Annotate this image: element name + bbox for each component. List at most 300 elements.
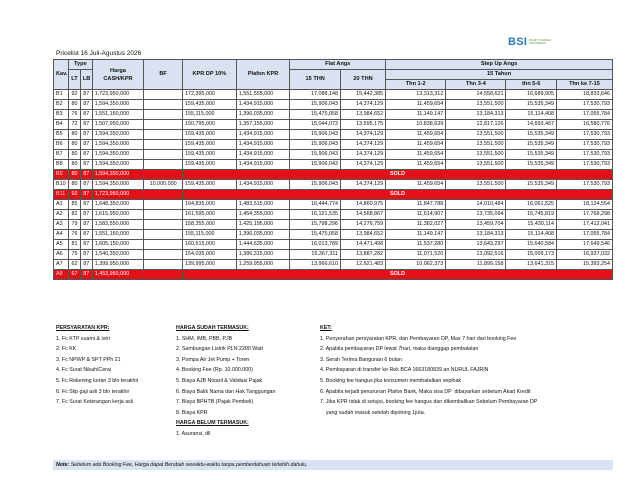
cell-thn-3-4: 13,551,500: [446, 150, 506, 160]
cell-flat-15: 16,013,789: [290, 240, 341, 250]
cell-lb: 87: [80, 210, 92, 220]
persyaratan-kpr: [56, 323, 166, 408]
cell-harga: 1,540,350,000: [92, 250, 144, 260]
cell-lt: 76: [69, 110, 81, 120]
cell-flat-20: 15,442,385: [340, 90, 385, 100]
termasuk-item: 3. Pompa Air Jet Pump + Toren: [176, 356, 250, 363]
cell-lb: 87: [80, 140, 92, 150]
cell-harga: 1,605,150,000: [92, 240, 144, 250]
logo-text: BSI: [508, 36, 528, 48]
cell-flat-20: 13,984,652: [340, 230, 385, 240]
cell-harga: 1,594,350,000: [92, 140, 144, 150]
cell-thn-3-4: 13,184,313: [446, 230, 506, 240]
cell-thn-5-6: 15,535,349: [506, 140, 557, 150]
cell-plafon: 1,434,915,000: [236, 100, 290, 110]
sold-label: SOLD: [182, 190, 612, 200]
cell-lb: 87: [80, 230, 92, 240]
cell-lt: 79: [69, 220, 81, 230]
cell-bf: [144, 130, 183, 140]
cell-thn-5-6: 15,430,114: [506, 220, 557, 230]
termasuk-item: 5. Biaya AJB Notaril & Validasi Pajak: [176, 377, 263, 384]
cell-kpr-dp: 155,115,000: [182, 230, 236, 240]
cell-thn-1-2: 11,149,147: [386, 110, 446, 120]
table-row: [54, 160, 613, 170]
cell-harga: 1,551,150,000: [92, 110, 144, 120]
cell-bf: [144, 120, 183, 130]
cell-plafon: 1,434,915,000: [236, 130, 290, 140]
cell-thn-7-15: 17,649,546: [556, 240, 612, 250]
cell-kpr-dp: 159,435,000: [182, 100, 236, 110]
table-row: [54, 240, 613, 250]
header-kpr-dp: KPR DP 10%: [182, 60, 236, 90]
cell-flat-20: 14,374,129: [340, 140, 385, 150]
cell-thn-3-4: 13,551,500: [446, 160, 506, 170]
cell-kav: B10: [54, 180, 69, 190]
cell-harga: 1,583,550,000: [92, 220, 144, 230]
cell-kav: A7: [54, 260, 69, 270]
cell-thn-1-2: 11,459,654: [386, 180, 446, 190]
cell-kav: B5: [54, 130, 69, 140]
termasuk-item: 6. Biaya Balik Nama dan Hak Tanggungan: [176, 388, 276, 395]
header-15-tahun: 15 Tahun: [386, 70, 613, 80]
ket-item: 3. Serah Terima Bangunan 6 bulan: [320, 356, 402, 363]
cell-thn-1-2: 11,459,654: [386, 140, 446, 150]
cell-lb: 87: [80, 100, 92, 110]
cell-kav: A4: [54, 230, 69, 240]
cell-kav: A8: [54, 270, 69, 280]
cell-harga: 1,648,350,000: [92, 200, 144, 210]
table-row: [54, 120, 613, 130]
cell-thn-7-15: 17,530,793: [556, 100, 612, 110]
header-flat-15: 15 THN: [290, 70, 341, 90]
cell-flat-20: 12,621,483: [340, 260, 385, 270]
cell-kpr-dp: 158,355,000: [182, 220, 236, 230]
cell-harga: 1,615,950,000: [92, 210, 144, 220]
cell-thn-5-6: 15,640,584: [506, 240, 557, 250]
header-thn-1-2: Thn 1-2: [386, 80, 446, 90]
cell-lt: 82: [69, 210, 81, 220]
cell-lt: 75: [69, 250, 81, 260]
cell-kpr-dp: 154,035,000: [182, 250, 236, 260]
cell-bf: [144, 160, 183, 170]
cell-lb: 87: [80, 240, 92, 250]
cell-thn-3-4: 13,551,500: [446, 140, 506, 150]
header-bf: BF: [144, 60, 183, 90]
cell-thn-3-4: 13,551,500: [446, 180, 506, 190]
table-row: [54, 180, 613, 190]
ket-item: 7. Jika KPR tidak di setujui, booking fee hangus dan dikembalikan Sebelum Pembayaran DP: [320, 399, 538, 406]
table-row: [54, 140, 613, 150]
header-thn-7-15: Thn ke 7-15: [556, 80, 612, 90]
cell-thn-5-6: 15,745,819: [506, 210, 557, 220]
cell-lb: 87: [80, 160, 92, 170]
cell-kav: B7: [54, 150, 69, 160]
cell-harga: 1,594,350,000: [92, 150, 144, 160]
cell-bf: [144, 270, 183, 280]
cell-bf: [144, 100, 183, 110]
cell-plafon: 1,434,915,000: [236, 150, 290, 160]
cell-lt: 80: [69, 100, 81, 110]
cell-thn-7-15: 15,393,254: [556, 260, 612, 270]
cell-lb: 87: [80, 90, 92, 100]
persyaratan-item: 4. Fc Surat Nikah/Cerai: [56, 367, 112, 374]
cell-thn-7-15: 17,768,298: [556, 210, 612, 220]
table-row: [54, 110, 613, 120]
footnote-label: Note:: [56, 462, 70, 468]
cell-lt: 62: [69, 260, 81, 270]
cell-kpr-dp: 155,115,000: [182, 110, 236, 120]
cell-thn-5-6: 16,061,525: [506, 200, 557, 210]
cell-kpr-dp: 139,995,000: [182, 260, 236, 270]
cell-lt: 85: [69, 200, 81, 210]
cell-flat-15: 17,088,148: [290, 90, 341, 100]
cell-plafon: 1,357,155,000: [236, 120, 290, 130]
cell-flat-20: 14,568,867: [340, 210, 385, 220]
cell-bf: [144, 150, 183, 160]
table-row: [54, 130, 613, 140]
ket-item: 6. Apabila terjadi penurunan Plafon Bank, Maka sisa DP dibayarkan sebelum Akad Kredit: [320, 388, 531, 395]
cell-bf: [144, 260, 183, 270]
cell-lb: 87: [80, 190, 92, 200]
persyaratan-item: 3. Fc NPWP & SPT PPh 21: [56, 356, 121, 363]
cell-lt: 80: [69, 160, 81, 170]
cell-flat-20: 13,984,652: [340, 110, 385, 120]
cell-harga: 1,507,950,000: [92, 120, 144, 130]
cell-kpr-dp: 160,515,000: [182, 240, 236, 250]
cell-bf: [144, 190, 183, 200]
cell-bf: [144, 110, 183, 120]
ket-item: yang sudah masuk setelah dipotong 1juta.: [320, 409, 426, 416]
cell-thn-1-2: 13,313,312: [386, 90, 446, 100]
cell-lt: 67: [69, 270, 81, 280]
header-flat-20: 20 THN: [340, 70, 385, 90]
table-row: [54, 270, 613, 280]
cell-harga: 1,594,350,000: [92, 180, 144, 190]
cell-harga: 1,594,350,000: [92, 130, 144, 140]
cell-lt: 81: [69, 240, 81, 250]
table-row: [54, 210, 613, 220]
cell-kav: A5: [54, 240, 69, 250]
cell-thn-1-2: 11,459,654: [386, 150, 446, 160]
sold-label: SOLD: [182, 170, 612, 180]
cell-flat-15: 15,906,043: [290, 130, 341, 140]
cell-flat-15: 15,475,058: [290, 110, 341, 120]
cell-flat-20: 14,374,129: [340, 150, 385, 160]
cell-lb: 87: [80, 270, 92, 280]
cell-harga: 1,551,150,000: [92, 230, 144, 240]
ket-item: 4. Pembayaran di transfer ke Rek BCA 1663180839 an NURUL FAJRIN: [320, 367, 489, 374]
cell-kpr-dp: 164,835,000: [182, 200, 236, 210]
cell-flat-20: 14,860,975: [340, 200, 385, 210]
cell-thn-1-2: 11,459,654: [386, 160, 446, 170]
persyaratan-item: 6. Fc Slip gaji asli 3 bln terakhir: [56, 388, 130, 395]
cell-kav: B11: [54, 190, 69, 200]
cell-lt: 80: [69, 150, 81, 160]
cell-kpr-dp: 161,595,000: [182, 210, 236, 220]
cell-harga: 1,594,350,000: [92, 170, 144, 180]
footnote: [53, 460, 613, 470]
cell-plafon: 1,425,195,000: [236, 220, 290, 230]
cell-thn-3-4: 13,643,297: [446, 240, 506, 250]
cell-flat-20: 14,374,129: [340, 100, 385, 110]
cell-thn-5-6: 15,535,349: [506, 150, 557, 160]
cell-thn-1-2: 11,847,788: [386, 200, 446, 210]
cell-thn-5-6: 15,535,349: [506, 130, 557, 140]
cell-lb: 87: [80, 130, 92, 140]
header-stepup-angs: Step Up Angs: [386, 60, 613, 70]
cell-thn-3-4: 11,899,158: [446, 260, 506, 270]
header-type: Type: [69, 60, 93, 70]
cell-thn-3-4: 13,735,094: [446, 210, 506, 220]
cell-kpr-dp: 172,395,000: [182, 90, 236, 100]
cell-lt: 92: [69, 90, 81, 100]
cell-flat-15: 16,121,535: [290, 210, 341, 220]
cell-thn-7-15: 18,124,554: [556, 200, 612, 210]
cell-thn-5-6: 15,535,349: [506, 100, 557, 110]
cell-thn-1-2: 11,149,147: [386, 230, 446, 240]
cell-lb: 87: [80, 120, 92, 130]
cell-thn-5-6: 15,535,349: [506, 160, 557, 170]
cell-kpr-dp: 159,435,000: [182, 160, 236, 170]
termasuk-item: 1. SHM, IMB, PBB, PJB: [176, 335, 233, 342]
cell-thn-3-4: 13,092,516: [446, 250, 506, 260]
persyaratan-item: 5. Fc Rekening koran 3 bln terakhir: [56, 377, 139, 384]
cell-flat-15: 15,906,043: [290, 150, 341, 160]
ket-item: 5. Booking fee hangus jika konsumen membatalkan sepihak: [320, 377, 462, 384]
cell-lt: 92: [69, 190, 81, 200]
cell-lb: 87: [80, 180, 92, 190]
cell-thn-7-15: 17,530,793: [556, 160, 612, 170]
header-kav: Kav.: [54, 60, 69, 90]
cell-thn-3-4: 12,817,126: [446, 120, 506, 130]
cell-thn-7-15: 17,055,784: [556, 230, 612, 240]
cell-flat-15: 15,906,043: [290, 160, 341, 170]
header-thn-5-6: thn 5-6: [506, 80, 557, 90]
cell-thn-1-2: 10,062,373: [386, 260, 446, 270]
termasuk-item: 7. Biaya BPHTB (Pajak Pembeli): [176, 399, 254, 406]
price-table: [53, 59, 613, 280]
cell-thn-7-15: 17,412,041: [556, 220, 612, 230]
cell-flat-15: 16,444,774: [290, 200, 341, 210]
cell-bf: [144, 200, 183, 210]
cell-kav: A6: [54, 250, 69, 260]
cell-kpr-dp: 159,435,000: [182, 180, 236, 190]
cell-harga: 1,723,950,000: [92, 190, 144, 200]
cell-plafon: 1,454,355,000: [236, 210, 290, 220]
cell-bf: 10,000,000: [144, 180, 183, 190]
ket-item: 1. Penyerahan persyaratan KPR, dan Pembayaran DP, Max 7 hari dari booking Fee: [320, 335, 517, 342]
termasuk-title: HARGA SUDAH TERMASUK:: [176, 325, 249, 331]
cell-flat-15: 15,906,043: [290, 180, 341, 190]
cell-thn-3-4: 13,551,500: [446, 100, 506, 110]
cell-plafon: 1,259,955,000: [236, 260, 290, 270]
cell-thn-5-6: 15,114,408: [506, 230, 557, 240]
cell-kav: B9: [54, 170, 69, 180]
cell-thn-5-6: 15,009,173: [506, 250, 557, 260]
cell-kav: A3: [54, 220, 69, 230]
cell-harga: 1,723,950,000: [92, 90, 144, 100]
table-row: [54, 220, 613, 230]
cell-plafon: 1,396,035,000: [236, 110, 290, 120]
cell-flat-20: 13,595,175: [340, 120, 385, 130]
cell-kav: B6: [54, 140, 69, 150]
cell-harga: 1,594,350,000: [92, 100, 144, 110]
cell-flat-15: 15,367,311: [290, 250, 341, 260]
cell-thn-1-2: 10,838,639: [386, 120, 446, 130]
footnote-text: Sebelum ada Booking Fee, Harga dapat Berubah sewaktu-waktu tanpa pemberitahuan terlebih dahulu.: [70, 462, 308, 468]
cell-thn-1-2: 11,537,280: [386, 240, 446, 250]
cell-kav: B2: [54, 100, 69, 110]
cell-kav: B1: [54, 90, 69, 100]
price-table-header: [54, 60, 613, 90]
cell-flat-20: 14,374,129: [340, 180, 385, 190]
persyaratan-item: 7. Fc Surat Keterangan kerja asli: [56, 399, 134, 406]
header-flat-angs: Flat Angs: [290, 60, 386, 70]
header-harga: Harga CASH/KPR: [92, 60, 144, 90]
cell-thn-5-6: 15,114,408: [506, 110, 557, 120]
header-plafon: Plafon KPR: [236, 60, 290, 90]
cell-thn-5-6: 15,535,349: [506, 180, 557, 190]
bsi-logo: [508, 36, 553, 48]
persyaratan-title: PERSYARATAN KPR:: [56, 325, 110, 331]
price-table-body: [54, 90, 613, 280]
cell-bf: [144, 240, 183, 250]
cell-kav: B3: [54, 110, 69, 120]
pricelist-title: Pricelist 16 Juli-Agustus 2026: [56, 50, 142, 57]
cell-thn-3-4: 14,010,484: [446, 200, 506, 210]
cell-kav: B8: [54, 160, 69, 170]
cell-flat-20: 14,374,129: [340, 160, 385, 170]
cell-thn-7-15: 17,530,793: [556, 140, 612, 150]
cell-thn-3-4: 13,459,704: [446, 220, 506, 230]
cell-thn-1-2: 11,614,907: [386, 210, 446, 220]
cell-thn-5-6: 16,689,905: [506, 90, 557, 100]
cell-plafon: 1,396,035,000: [236, 230, 290, 240]
harga-termasuk: [176, 323, 306, 440]
ket-title: KET:: [320, 325, 332, 331]
cell-thn-7-15: 17,530,793: [556, 180, 612, 190]
cell-thn-7-15: 17,530,793: [556, 130, 612, 140]
cell-thn-5-6: 13,641,315: [506, 260, 557, 270]
cell-plafon: 1,434,915,000: [236, 140, 290, 150]
table-row: [54, 150, 613, 160]
cell-kpr-dp: 150,795,000: [182, 120, 236, 130]
cell-thn-1-2: 11,459,654: [386, 100, 446, 110]
cell-lb: 87: [80, 250, 92, 260]
cell-bf: [144, 250, 183, 260]
termasuk-item: 8. Biaya KPR: [176, 409, 208, 416]
cell-plafon: 1,444,635,000: [236, 240, 290, 250]
cell-thn-7-15: 18,833,646: [556, 90, 612, 100]
cell-flat-15: 13,966,610: [290, 260, 341, 270]
termasuk-item: 4. Booking Fee (Rp. 10.000.000): [176, 367, 253, 374]
cell-lb: 87: [80, 170, 92, 180]
belum-termasuk-title: HARGA BELUM TERMASUK:: [176, 420, 249, 427]
cell-flat-20: 14,374,129: [340, 130, 385, 140]
cell-thn-1-2: 11,382,027: [386, 220, 446, 230]
cell-lt: 80: [69, 130, 81, 140]
cell-lt: 80: [69, 170, 81, 180]
cell-plafon: 1,551,555,000: [236, 90, 290, 100]
cell-plafon: 1,434,915,000: [236, 160, 290, 170]
sold-label: SOLD: [182, 270, 612, 280]
cell-lt: 76: [69, 230, 81, 240]
cell-thn-3-4: 14,558,621: [446, 90, 506, 100]
cell-bf: [144, 140, 183, 150]
cell-flat-15: 15,906,043: [290, 100, 341, 110]
cell-plafon: 1,434,915,000: [236, 180, 290, 190]
ket-item: 2. Apabila pembayaran DP lewat 7hari, maka dianggap pembatalan: [320, 346, 479, 353]
header-lb: LB: [80, 70, 92, 90]
cell-plafon: 1,483,515,000: [236, 200, 290, 210]
cell-kpr-dp: 159,435,000: [182, 140, 236, 150]
cell-bf: [144, 230, 183, 240]
cell-kpr-dp: 159,435,000: [182, 150, 236, 160]
cell-plafon: 1,386,315,000: [236, 250, 290, 260]
cell-bf: [144, 220, 183, 230]
cell-thn-1-2: 11,459,654: [386, 130, 446, 140]
table-row: [54, 90, 613, 100]
cell-thn-7-15: 16,937,032: [556, 250, 612, 260]
cell-lb: 87: [80, 260, 92, 270]
header-lt: LT: [69, 70, 81, 90]
cell-flat-15: 15,044,073: [290, 120, 341, 130]
cell-thn-7-15: 16,580,776: [556, 120, 612, 130]
cell-thn-7-15: 17,530,793: [556, 150, 612, 160]
cell-kpr-dp: 159,435,000: [182, 130, 236, 140]
header-thn-3-4: Thn 3-4: [446, 80, 506, 90]
table-row: [54, 260, 613, 270]
cell-bf: [144, 170, 183, 180]
cell-lb: 87: [80, 110, 92, 120]
table-row: [54, 250, 613, 260]
cell-lb: 87: [80, 200, 92, 210]
table-row: [54, 190, 613, 200]
cell-lt: 80: [69, 140, 81, 150]
cell-bf: [144, 90, 183, 100]
cell-flat-20: 14,276,759: [340, 220, 385, 230]
table-row: [54, 230, 613, 240]
table-row: [54, 170, 613, 180]
termasuk-item: 2. Sambungan Listrik PLN 2200 Watt: [176, 346, 263, 353]
logo-subtitle: BANK SYARIAH INDONESIA: [529, 38, 552, 45]
cell-flat-15: 15,475,058: [290, 230, 341, 240]
cell-lb: 87: [80, 150, 92, 160]
cell-kav: A2: [54, 210, 69, 220]
table-row: [54, 200, 613, 210]
persyaratan-item: 2. Fc KK: [56, 346, 77, 353]
cell-kav: A1: [54, 200, 69, 210]
cell-lt: 72: [69, 120, 81, 130]
cell-thn-5-6: 14,693,467: [506, 120, 557, 130]
cell-flat-20: 14,471,498: [340, 240, 385, 250]
cell-thn-1-2: 11,071,520: [386, 250, 446, 260]
cell-thn-3-4: 13,184,313: [446, 110, 506, 120]
cell-thn-3-4: 13,551,500: [446, 130, 506, 140]
cell-harga: 1,594,350,000: [92, 160, 144, 170]
cell-thn-7-15: 17,055,784: [556, 110, 612, 120]
cell-lt: 80: [69, 180, 81, 190]
persyaratan-item: 1. Fc KTP suami & istri: [56, 335, 110, 342]
cell-harga: 1,453,950,000: [92, 270, 144, 280]
belum-termasuk-item: 1. Asuransi, dll: [176, 430, 211, 437]
cell-flat-15: 15,798,296: [290, 220, 341, 230]
cell-harga: 1,399,950,000: [92, 260, 144, 270]
table-row: [54, 100, 613, 110]
cell-flat-20: 13,887,282: [340, 250, 385, 260]
keterangan: [320, 323, 620, 418]
cell-bf: [144, 210, 183, 220]
